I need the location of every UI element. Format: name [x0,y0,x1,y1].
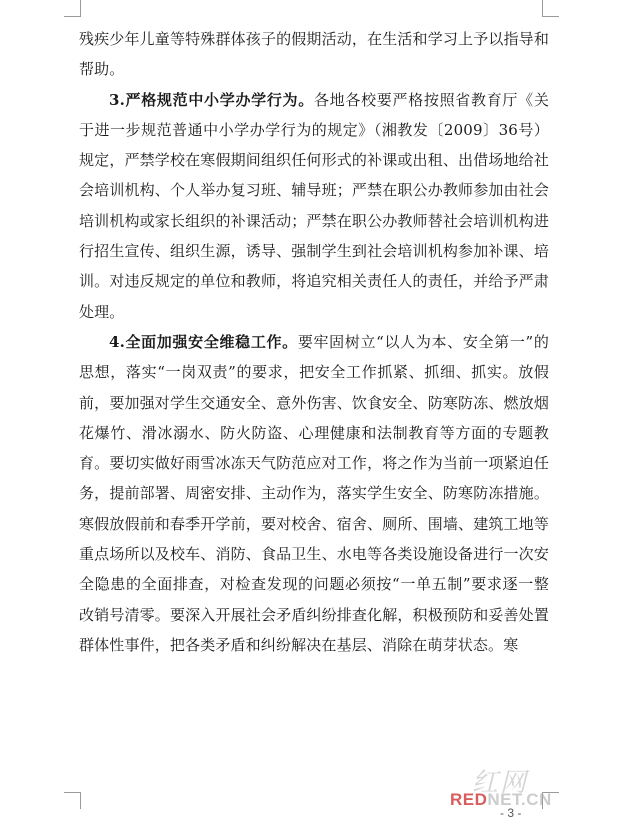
paragraph-item-3 [79,85,549,327]
crop-mark-top-left [64,0,81,17]
paragraph-item-4 [79,327,549,660]
item-3-title: 3.严格规范中小学办学行为。 [109,90,314,109]
crop-mark-bottom-right [542,792,559,809]
page-number: - 3 - [500,806,522,820]
crop-mark-bottom-left [64,792,81,809]
item-4-body: 要牢固树立“以人为本、安全第一”的思想，落实“一岗双责”的要求，把安全工作抓紧、抓细、抓实。放假前，要加强对学生交通安全、意外伤害、饮食安全、防寒防冻、燃放烟花爆竹、滑冰溺水、防火防盗、心理健康和法制教育等方面的专题教育。要切实做好雨雪冰冻天气防范应对工作，将之作为当前一项紧迫任务，提前部署、周密安排、主动作为，落实学生安全、防寒防冻措施。寒假放假前和春季开学前，要对校舍、宿舍、厕所、围墙、建筑工地等重点场所以及校车、消防、食品卫生、水电等各类设施设备进行一次安全隐患的全面排查，对检查发现的问题必须按“一单五制”要求逐一整改销号清零。要深入开展社会矛盾纠纷排查化解，积极预防和妥善处置群体性事件，把各类矛盾和纠纷解决在基层、消除在萌芽状态。寒 [79,332,549,654]
crop-mark-top-right [542,0,559,17]
watermark-logo-gray: NET.CN [487,790,552,809]
watermark-chinese-text: 红网 [472,768,529,798]
watermark-logo-red: RED [450,790,488,809]
document-body [79,24,549,660]
item-3-body: 各地各校要严格按照省教育厅《关于进一步规范普通中小学办学行为的规定》（湘教发〔2009〕36号）规定，严禁学校在寒假期间组织任何形式的补课或出租、出借场地给社会培训机构、个人举办复习班、辅导班；严禁在职公办教师参加由社会培训机构或家长组织的补课活动；严禁在职公办教师替社会培训机构进行招生宣传、组织生源，诱导、强制学生到社会培训机构参加补课、培训。对违反规定的单位和教师，将追究相关责任人的责任，并给予严肃处理。 [79,90,549,321]
paragraph-continuation: 残疾少年儿童等特殊群体孩子的假期活动，在生活和学习上予以指导和帮助。 [79,30,549,79]
item-4-title: 4.全面加强安全维稳工作。 [109,332,298,351]
